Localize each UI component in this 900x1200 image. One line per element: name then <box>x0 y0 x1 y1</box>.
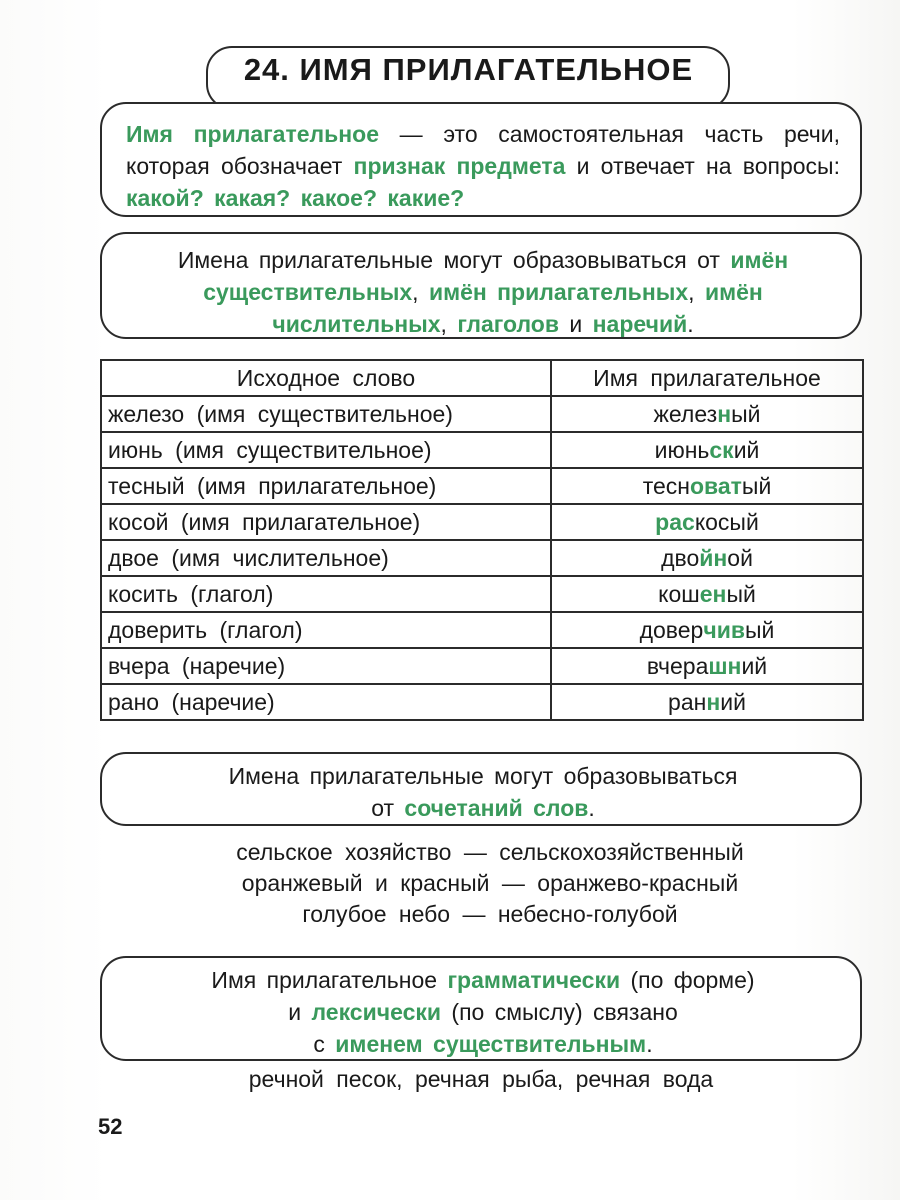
definition-text-part: и отвечает на вопросы: <box>565 153 840 179</box>
word-part: ий <box>733 436 760 463</box>
morpheme-highlight: рас <box>655 508 695 535</box>
period: . <box>588 795 595 821</box>
table-row <box>101 432 863 468</box>
adjective-cell <box>551 504 863 540</box>
phrases-highlight: сочетаний слов <box>404 795 589 821</box>
source-word-cell: железо (имя существительное) <box>101 396 551 432</box>
feature-highlight: признак предмета <box>353 153 566 179</box>
formation-text-part: Имена прилагательные могут образовываться от <box>177 247 731 273</box>
source-word-cell: июнь (имя существительное) <box>101 432 551 468</box>
table-row <box>101 648 863 684</box>
adjective-cell <box>551 432 863 468</box>
page-number: 52 <box>98 1114 123 1139</box>
lexically-highlight: лексически <box>311 999 442 1025</box>
adjective-cell <box>551 468 863 504</box>
source-word-cell: рано (наречие) <box>101 684 551 720</box>
word-part: ый <box>741 472 772 499</box>
compound-examples <box>140 837 840 930</box>
word-part: ый <box>731 400 761 427</box>
definition-text <box>126 118 840 214</box>
source-word-cell: косить (глагол) <box>101 576 551 612</box>
morpheme-highlight: шн <box>708 652 742 679</box>
agreement-line-1 <box>126 964 840 996</box>
period: . <box>646 1031 653 1057</box>
example-phrases: речной песок, речная рыба, речная вода <box>248 1066 714 1092</box>
header-source-word: Исходное слово <box>101 360 551 396</box>
source-adjectives-highlight: имён прилагательных <box>428 279 689 305</box>
separator: , <box>688 279 705 305</box>
table-row <box>101 504 863 540</box>
example-line: сельское хозяйство — сельскохозяйственный <box>236 839 744 865</box>
phrase-text-part: от <box>371 795 405 821</box>
source-numerals-highlight: имён числительных <box>272 279 763 337</box>
source-word-cell: доверить (глагол) <box>101 612 551 648</box>
source-nouns-highlight: имён существительных <box>203 247 789 305</box>
word-part: тесн <box>642 472 690 499</box>
morpheme-highlight: чив <box>703 616 745 643</box>
agreement-text-part: Имя прилагательное <box>211 967 448 993</box>
word-part: ый <box>745 616 775 643</box>
formation-box <box>100 232 862 339</box>
grammatically-highlight: грамматически <box>447 967 621 993</box>
table-row <box>101 612 863 648</box>
source-word-cell: тесный (имя прилагательное) <box>101 468 551 504</box>
word-part: косый <box>694 508 759 535</box>
phrase-formation-box <box>100 752 862 826</box>
word-part: июнь <box>654 436 710 463</box>
word-part: ий <box>741 652 768 679</box>
example-line: голубое небо — небесно-голубой <box>302 901 678 927</box>
morpheme-highlight: оват <box>689 472 742 499</box>
example-line: оранжевый и красный — оранжево-красный <box>241 870 739 896</box>
header-adjective: Имя прилагательное <box>551 360 863 396</box>
table-header-row <box>101 360 863 396</box>
agreement-line-3 <box>126 1028 840 1060</box>
word-part: дво <box>661 544 700 571</box>
word-part: довер <box>639 616 704 643</box>
adjective-cell <box>551 648 863 684</box>
period: . <box>687 311 694 337</box>
phrase-formation-line-2 <box>126 792 840 824</box>
agreement-text-part: (по смыслу) связано <box>441 999 678 1025</box>
word-part: ий <box>720 688 746 715</box>
morpheme-highlight: н <box>717 400 732 427</box>
word-part: желез <box>653 400 718 427</box>
adjective-cell <box>551 396 863 432</box>
definition-box <box>100 102 862 217</box>
source-adverbs-highlight: наречий <box>592 311 688 337</box>
source-word-cell: косой (имя прилагательное) <box>101 504 551 540</box>
agreement-line-2 <box>126 996 840 1028</box>
word-part: ран <box>668 688 707 715</box>
questions-highlight: какой? какая? какое? какие? <box>126 185 465 211</box>
word-part: ый <box>726 580 756 607</box>
adjective-cell <box>551 612 863 648</box>
word-part: кош <box>658 580 700 607</box>
agreement-text-part: (по форме) <box>620 967 755 993</box>
morpheme-highlight: ен <box>699 580 727 607</box>
page-title: 24. ИМЯ ПРИЛАГАТЕЛЬНОЕ <box>243 52 694 87</box>
word-part: вчера <box>646 652 709 679</box>
morpheme-highlight: ск <box>709 436 734 463</box>
morpheme-highlight: йн <box>699 544 728 571</box>
agreement-text-part: и <box>288 999 312 1025</box>
phrase-formation-line-1: Имена прилагательные могут образовываться <box>228 763 738 789</box>
term-highlight: Имя прилагательное <box>126 121 380 147</box>
noun-highlight: именем существительным <box>335 1031 647 1057</box>
source-word-cell: двое (имя числительное) <box>101 540 551 576</box>
table-row <box>101 468 863 504</box>
separator: и <box>559 311 593 337</box>
adjective-cell <box>551 576 863 612</box>
agreement-box <box>100 956 862 1061</box>
adjective-cell <box>551 540 863 576</box>
source-word-cell: вчера (наречие) <box>101 648 551 684</box>
table-row <box>101 576 863 612</box>
definition-text-part: — это самостоятельная часть речи, которая обозначает <box>126 121 840 179</box>
separator: , <box>412 279 429 305</box>
word-formation-table <box>100 359 864 721</box>
adjective-cell <box>551 684 863 720</box>
morpheme-highlight: н <box>706 688 721 715</box>
source-verbs-highlight: глаголов <box>457 311 559 337</box>
separator: , <box>440 311 458 337</box>
agreement-text-part: с <box>313 1031 336 1057</box>
word-part: ой <box>727 544 753 571</box>
formation-text <box>126 244 840 340</box>
table-row <box>101 396 863 432</box>
table-row <box>101 684 863 720</box>
table-row <box>101 540 863 576</box>
